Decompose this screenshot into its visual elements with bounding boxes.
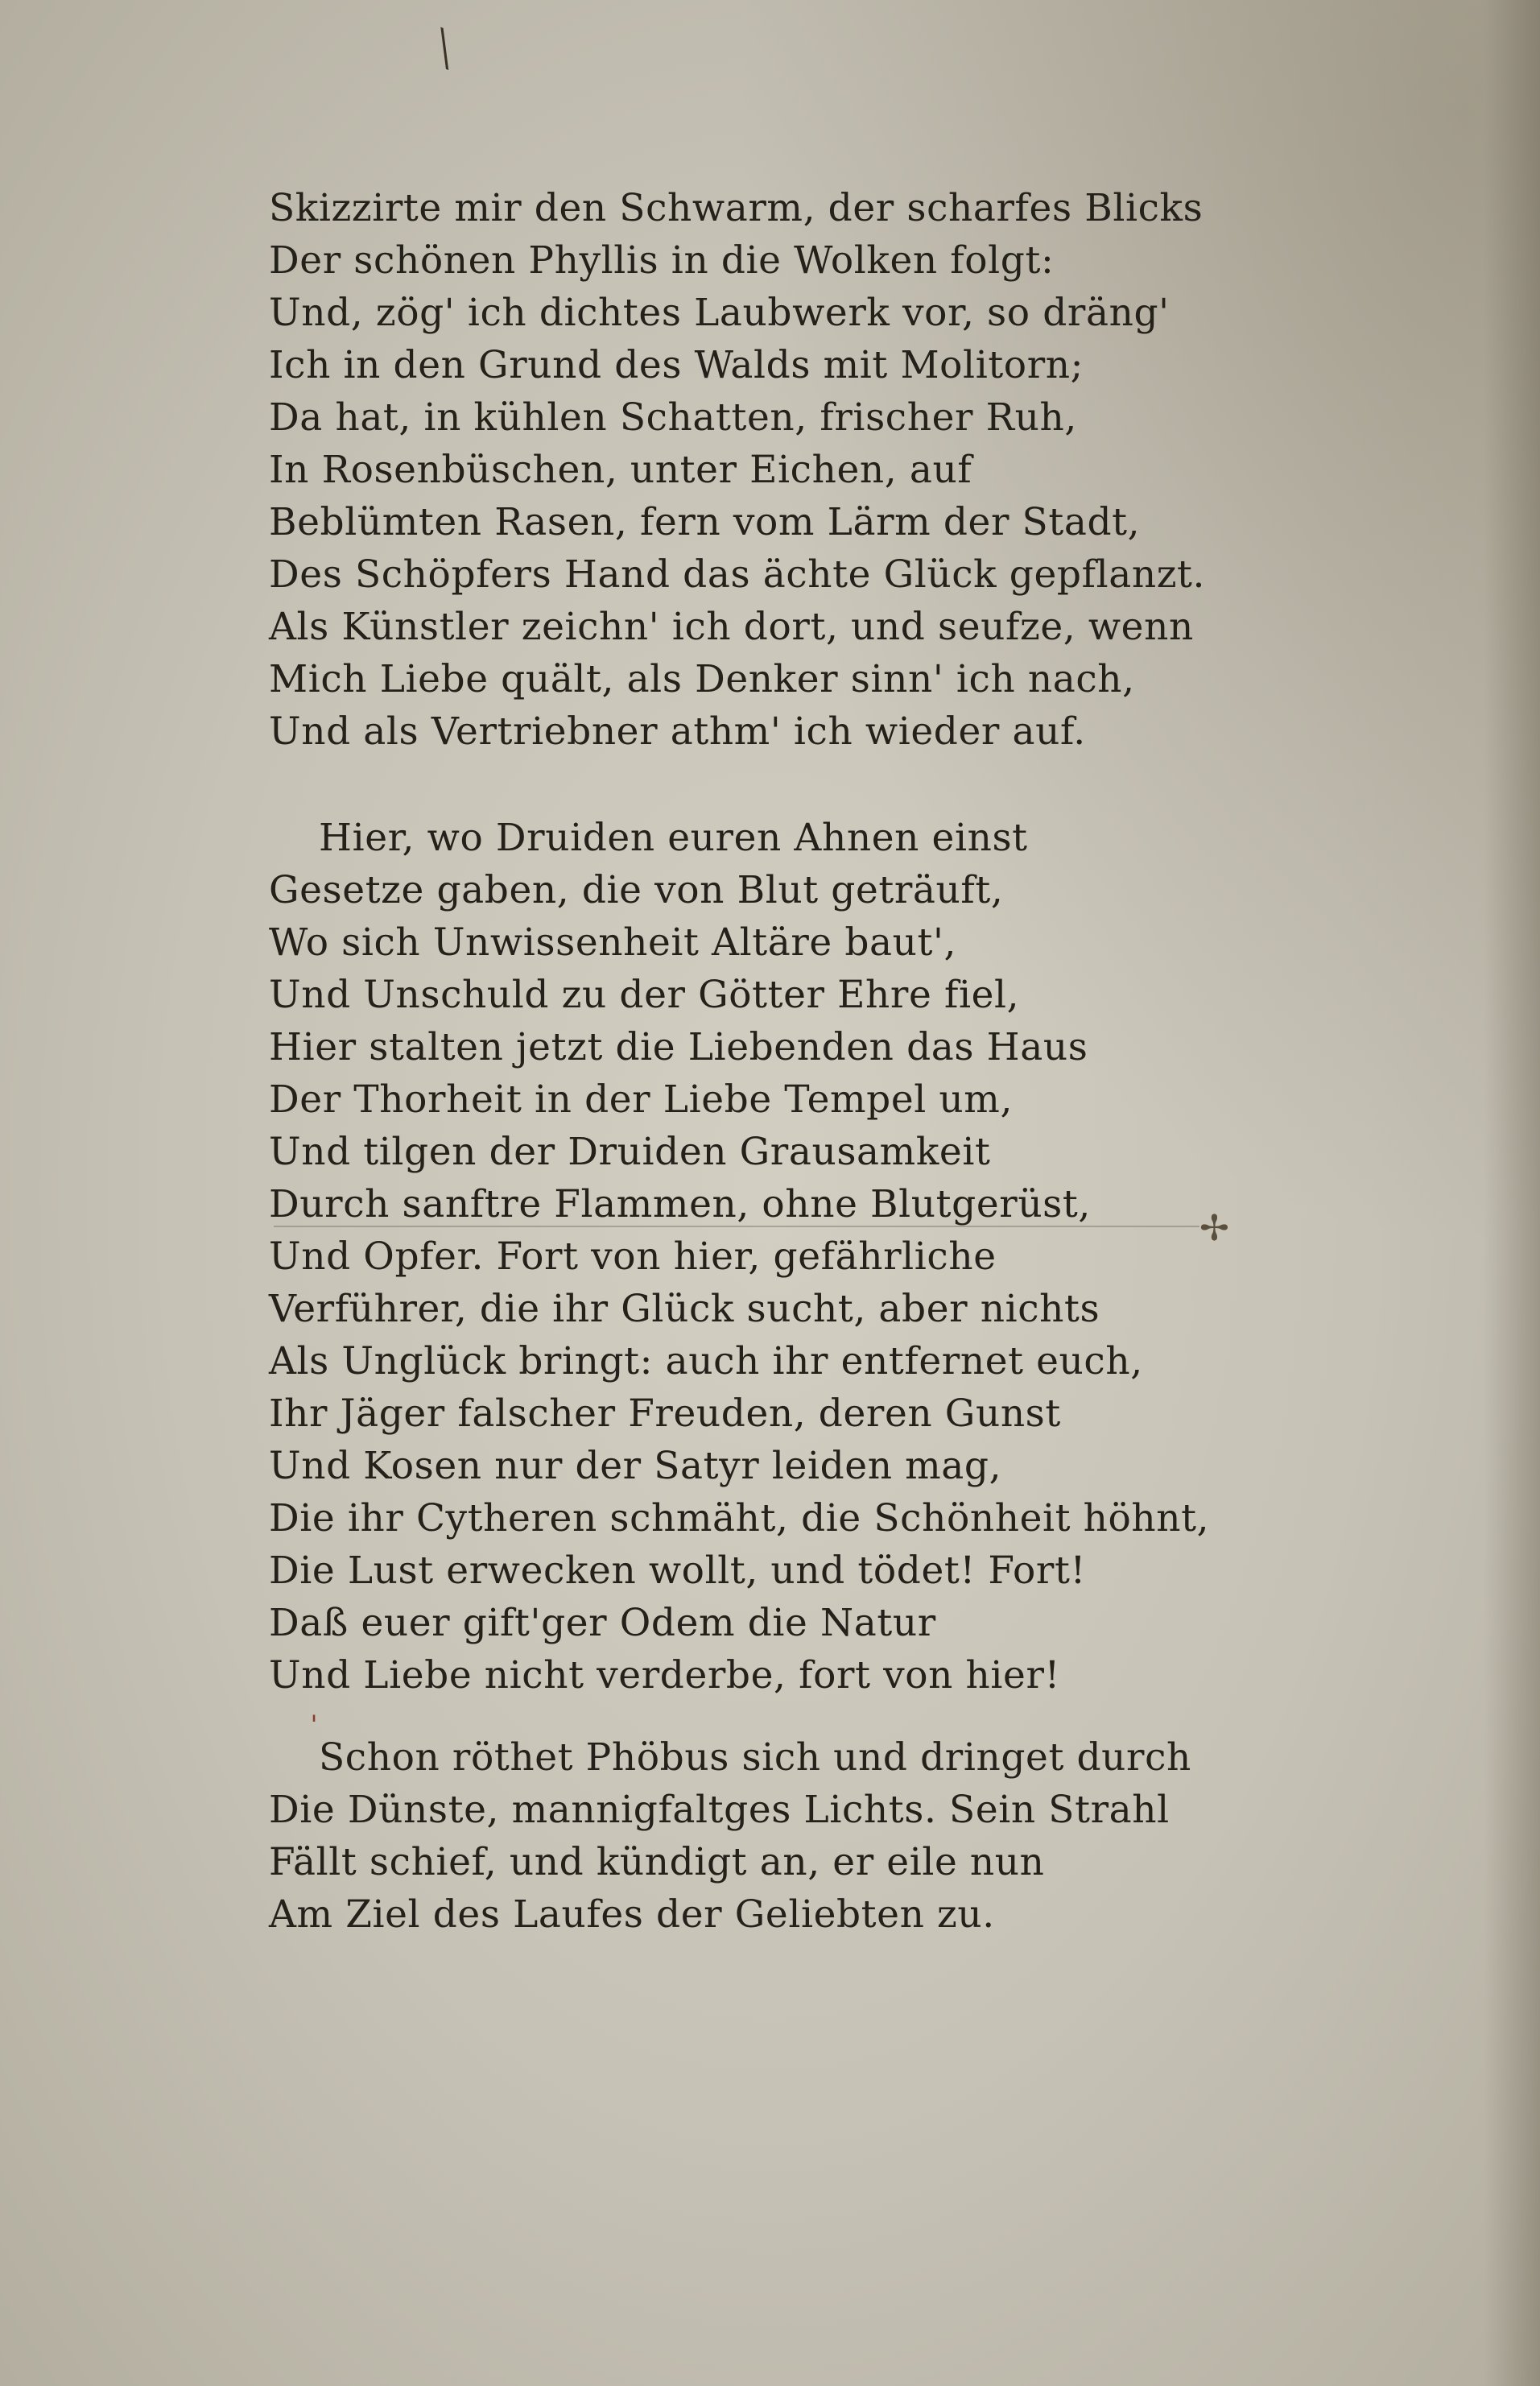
verse-line: Der Thorheit in der Liebe Tempel um, — [269, 1077, 1014, 1122]
ink-star-mark: ✢ — [1199, 1208, 1229, 1249]
verse-line: Die Lust erwecken wollt, und tödet! Fort! — [269, 1549, 1086, 1593]
stanza-1 — [269, 182, 1235, 758]
verse-line: Als Künstler zeichn' ich dort, und seufze, wenn — [269, 605, 1194, 649]
verse-line: Schon röthet Phöbus sich und dringet durch — [319, 1735, 1191, 1780]
verse-line: Beblümten Rasen, fern vom Lärm der Stadt, — [269, 500, 1141, 544]
verse-line: Und Kosen nur der Satyr leiden mag, — [269, 1444, 1002, 1488]
stanza-2 — [269, 812, 1235, 1702]
verse-line: Fällt schief, und kündigt an, er eile nun — [269, 1840, 1045, 1884]
verse-line: Ich in den Grund des Walds mit Molitorn; — [269, 343, 1084, 387]
verse-line: Die ihr Cytheren schmäht, die Schönheit höhnt, — [269, 1496, 1210, 1540]
verse-line: Und Liebe nicht verderbe, fort von hier! — [269, 1653, 1061, 1697]
ink-speck-mark: ╲ — [428, 28, 460, 70]
verse-line: Und Opfer. Fort von hier, gefährliche — [269, 1234, 997, 1279]
ink-tick-mark: ˈ — [310, 1711, 318, 1744]
verse-line: Gesetze gaben, die von Blut geträuft, — [269, 868, 1004, 912]
verse-line: Am Ziel des Laufes der Geliebten zu. — [269, 1892, 995, 1937]
verse-line: Wo sich Unwissenheit Altäre baut', — [269, 920, 957, 965]
verse-line: Da hat, in kühlen Schatten, frischer Ruh, — [269, 395, 1077, 440]
verse-line: Und Unschuld zu der Götter Ehre fiel, — [269, 973, 1020, 1017]
verse-line: Mich Liebe quält, als Denker sinn' ich nach, — [269, 657, 1135, 701]
verse-line: Skizzirte mir den Schwarm, der scharfes Blicks — [269, 186, 1204, 230]
verse-line: Und als Vertriebner athm' ich wieder auf. — [269, 709, 1086, 754]
verse-line: Und tilgen der Druiden Grausamkeit — [269, 1130, 991, 1174]
verse-line: Und, zög' ich dichtes Laubwerk vor, so dräng' — [269, 291, 1170, 335]
verse-line: Des Schöpfers Hand das ächte Glück gepflanzt. — [269, 552, 1206, 597]
verse-line: Hier, wo Druiden euren Ahnen einst — [319, 816, 1028, 860]
verse-line: Verführer, die ihr Glück sucht, aber nichts — [269, 1287, 1100, 1331]
verse-line: Durch sanftre Flammen, ohne Blutgerüst, — [269, 1182, 1091, 1226]
verse-line: In Rosenbüschen, unter Eichen, auf — [269, 448, 972, 492]
stanza-3 — [269, 1731, 1235, 1941]
verse-line: Hier stalten jetzt die Liebenden das Haus — [269, 1025, 1088, 1069]
page-edge-shadow — [1484, 0, 1540, 2386]
verse-line: Ihr Jäger falscher Freuden, deren Gunst — [269, 1391, 1061, 1436]
verse-line: Die Dünste, mannigfaltges Lichts. Sein Strahl — [269, 1788, 1170, 1832]
verse-line: Der schönen Phyllis in die Wolken folgt: — [269, 238, 1055, 283]
verse-line: Als Unglück bringt: auch ihr entfernet euch, — [269, 1339, 1143, 1383]
verse-line: Daß euer gift'ger Odem die Natur — [269, 1601, 936, 1645]
